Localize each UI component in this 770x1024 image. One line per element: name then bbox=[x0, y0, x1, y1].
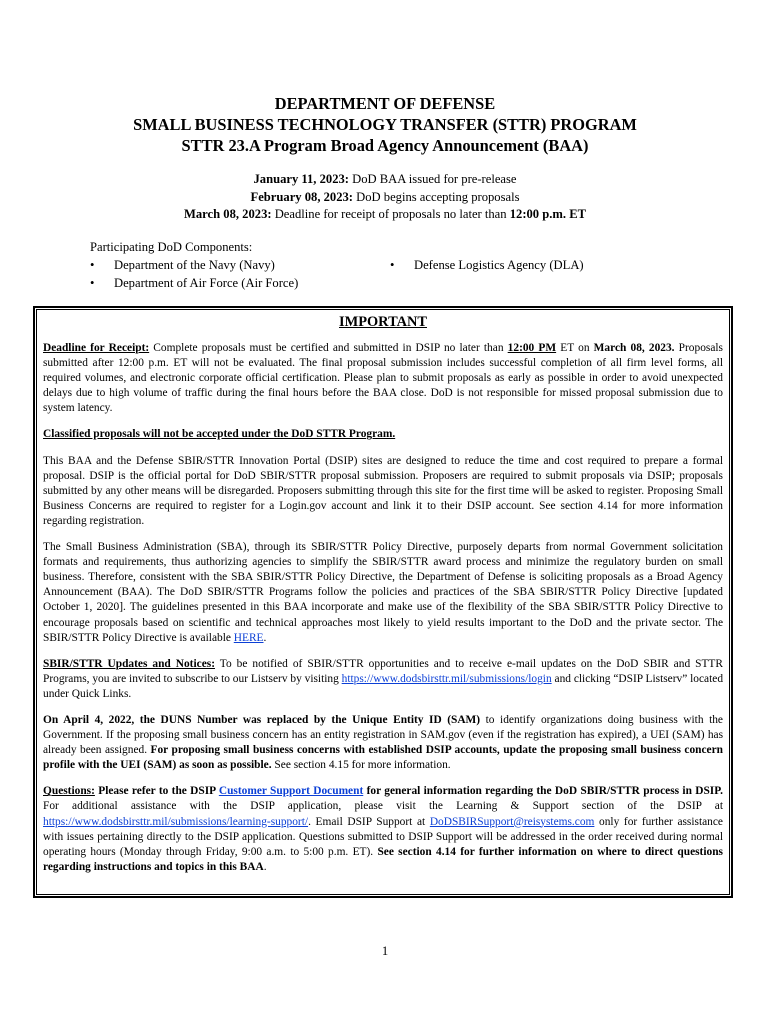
learning-support-link[interactable]: https://www.dodsbirsttr.mil/submissions/learning-support/ bbox=[43, 815, 309, 828]
list-item bbox=[90, 274, 298, 292]
bullet-icon: • bbox=[90, 276, 95, 290]
duns-text: to identify organizations doing business with the Government. If the proposing small business concern has an entity registration in SAM.gov (even if the registration has expired), a UEI (SAM) has already been assigned. bbox=[43, 713, 723, 757]
date-text: DoD BAA issued for pre-release bbox=[348, 172, 517, 186]
date-label: February 08, 2023: bbox=[250, 189, 353, 204]
key-dates bbox=[0, 171, 770, 224]
duns-text: See section 4.15 for more information. bbox=[271, 759, 451, 772]
deadline-text: Complete proposals must be certified and submitted in DSIP no later than bbox=[149, 342, 508, 354]
date-line-accepting bbox=[0, 189, 770, 207]
questions-bold: Please refer to the DSIP bbox=[94, 785, 219, 798]
dsip-support-email-link[interactable]: DoDSBIRSupport@reisystems.com bbox=[429, 815, 595, 828]
sba-paragraph bbox=[43, 540, 723, 646]
deadline-date: March 08, 2023. bbox=[593, 342, 675, 354]
important-heading: IMPORTANT bbox=[339, 314, 427, 330]
component-air-force: Department of Air Force (Air Force) bbox=[114, 276, 299, 290]
date-line-prerelease bbox=[0, 171, 770, 189]
deadline-text: ET on bbox=[556, 342, 594, 354]
updates-paragraph bbox=[43, 657, 723, 702]
sba-text: . bbox=[263, 631, 267, 644]
questions-text: For additional assistance with the DSIP application, please visit the Learning & Support section of the DSIP at bbox=[43, 800, 723, 813]
components-list bbox=[90, 256, 710, 294]
date-text: Deadline for receipt of proposals no later than bbox=[271, 207, 510, 221]
title-program: SMALL BUSINESS TECHNOLOGY TRANSFER (STTR) PROGRAM bbox=[133, 115, 637, 134]
page-number: 1 bbox=[381, 944, 389, 958]
important-notice-box bbox=[33, 306, 733, 898]
customer-support-document-link[interactable]: Customer Support Document bbox=[218, 785, 364, 798]
questions-text: only for further assistance with issues pertaining directly to the DSIP application. Questions submitted to DSIP Support will be addressed in the order received during normal operating hours (Monday through Friday, 9:00 a.m. to 5:00 p.m. ET). bbox=[43, 815, 723, 858]
component-dla: Defense Logistics Agency (DLA) bbox=[414, 258, 584, 272]
sba-text: The Small Business Administration (SBA), through its SBIR/STTR Policy Directive, purposely departs from normal Government solicitation formats and requirements, thus authorizing agencies to simplify the SBIR/STTR award process and minimize the regulatory burden on small business. Therefore, consistent with the SBA SBIR/STTR Policy Directive, the Department of Defense is soliciting proposals as a Broad Agency Announcement (BAA). The DoD SBIR/STTR Programs follow the policies and practices of the SBA SBIR/STTR Policy Directive [updated October 1, 2020]. The guidelines presented in this BAA incorporate and make use of the flexibility of the SBA SBIR/STTR Policy Directive to encourage proposals based on scientific and technical approaches most likely to yield results important to the DoD and the private sector. The SBIR/STTR Policy Directive is available bbox=[43, 541, 723, 644]
questions-text: . bbox=[263, 860, 267, 873]
questions-label: Questions: bbox=[43, 785, 95, 798]
deadline-paragraph bbox=[43, 341, 723, 416]
listserv-link[interactable]: https://www.dodsbirsttr.mil/submissions/login bbox=[341, 672, 552, 685]
document-title bbox=[0, 93, 770, 156]
date-label: January 11, 2023: bbox=[253, 172, 349, 186]
duns-bold: On April 4, 2022, the DUNS Number was replaced by the Unique Entity ID (SAM) bbox=[43, 713, 481, 726]
deadline-time: 12:00 PM bbox=[507, 342, 557, 354]
questions-text: . Email DSIP Support at bbox=[308, 815, 430, 828]
updates-text: and clicking “DSIP Listserv” located under Quick Links. bbox=[43, 672, 724, 700]
title-baa: STTR 23.A Program Broad Agency Announcement (BAA) bbox=[181, 136, 589, 155]
duns-bold: For proposing small business concerns with established DSIP accounts, update the proposing small business concern profile with the UEI (SAM) as soon as possible. bbox=[43, 744, 723, 772]
bullet-icon: • bbox=[90, 258, 95, 272]
deadline-label: Deadline for Receipt: bbox=[43, 342, 150, 354]
components-heading: Participating DoD Components: bbox=[90, 240, 253, 254]
title-department: DEPARTMENT OF DEFENSE bbox=[274, 94, 496, 113]
list-item bbox=[90, 256, 275, 274]
deadline-text: Proposals submitted after 12:00 p.m. ET will not be evaluated. The final proposal submission includes successful completion of all firm level forms, all required volumes, and electronic corporate official certification. Please plan to submit proposals as early as possible in order to avoid unexpected delays due to high volume of traffic during the final hours before the BAA close. DoD is not responsible for missed proposal submission due to system latency. bbox=[43, 342, 723, 415]
date-text: DoD begins accepting proposals bbox=[353, 189, 520, 204]
updates-text: To be notified of SBIR/STTR opportunities and to receive e-mail updates on the DoD SBIR and STTR Programs, you are invited to subscribe to our Listserv by visiting bbox=[43, 657, 723, 685]
classified-notice: Classified proposals will not be accepted under the DoD STTR Program. bbox=[43, 428, 396, 441]
policy-directive-link[interactable]: HERE bbox=[233, 631, 264, 644]
bullet-icon: • bbox=[390, 258, 395, 272]
component-navy: Department of the Navy (Navy) bbox=[114, 258, 275, 272]
questions-bold: See section 4.14 for further information on where to direct questions regarding instructions and topics in this BAA bbox=[43, 845, 723, 873]
deadline-time: 12:00 p.m. ET bbox=[509, 207, 586, 221]
dsip-paragraph: This BAA and the Defense SBIR/STTR Innovation Portal (DSIP) sites are designed to reduce the time and cost required to prepare a formal proposal. DSIP is the official portal for DoD SBIR/STTR proposal submission. Proposers are required to submit proposals via DSIP; proposals submitted by any other means will be disregarded. Proposers submitting through this site for the first time will be asked to register. Proposing Small Business Concerns are required to register for a Login.gov account and link it to their DSIP account. See section 4.14 for more information regarding registration. bbox=[43, 454, 723, 527]
updates-label: SBIR/STTR Updates and Notices: bbox=[43, 657, 215, 670]
date-label: March 08, 2023: bbox=[184, 207, 272, 221]
list-item bbox=[390, 256, 584, 274]
duns-paragraph bbox=[43, 713, 723, 773]
questions-paragraph bbox=[43, 784, 723, 875]
date-line-deadline bbox=[0, 206, 770, 224]
participating-components bbox=[90, 238, 710, 294]
questions-bold: for general information regarding the DoD SBIR/STTR process in DSIP. bbox=[363, 785, 723, 798]
important-content bbox=[43, 341, 723, 886]
